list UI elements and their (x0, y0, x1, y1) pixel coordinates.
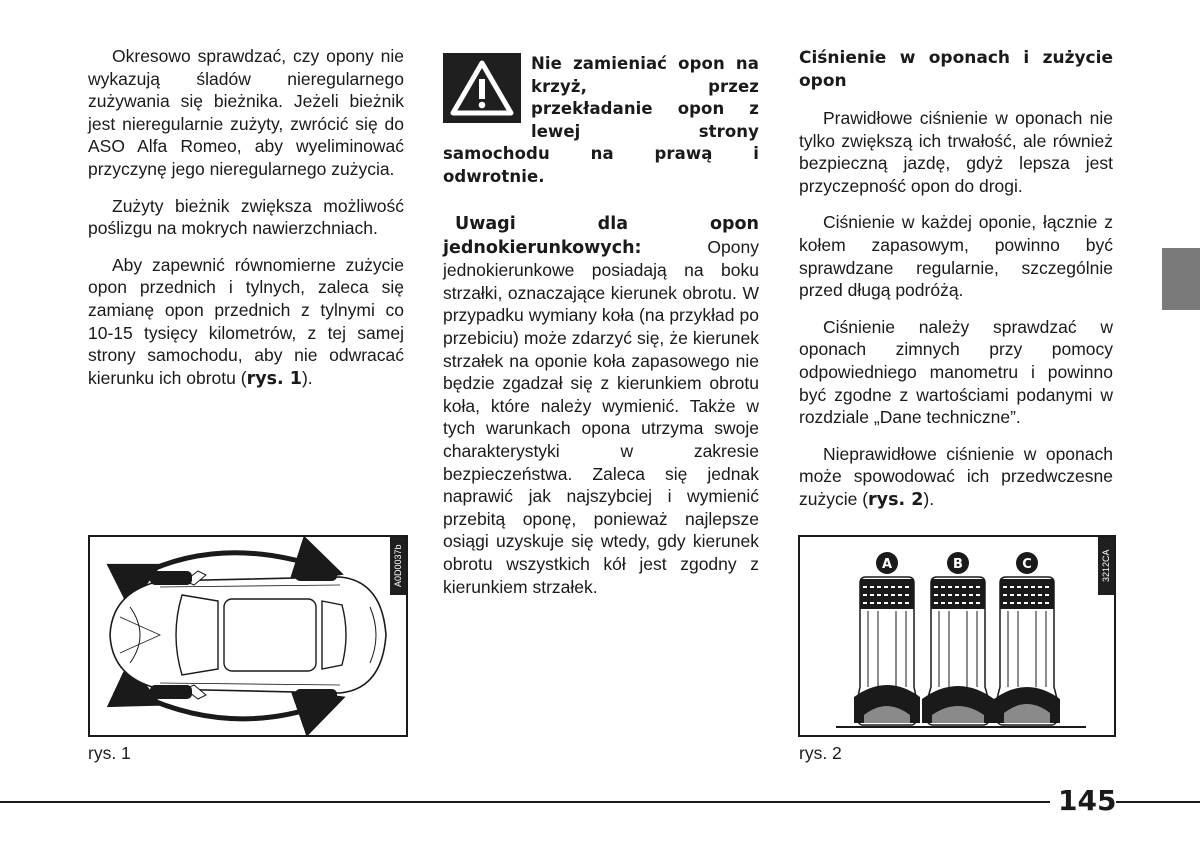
figure-tire-wear (798, 535, 1116, 737)
paragraph-irregular-wear: Okresowo sprawdzać, czy opony nie wykazują śladów nieregularnego zużywania się bieżnika. Jeżeli bieżnik jest nieregularnie zużyty, zwrócić się do ASO Alfa Romeo, aby wyeliminować przyczynę jego nieregularnego zużycia. (88, 46, 404, 179)
tire-label-c: C (1022, 557, 1032, 572)
figure-caption-2: rys. 2 (799, 743, 842, 763)
tire-wear-illustration (800, 537, 1114, 735)
tire-c (994, 552, 1060, 725)
tire-b (922, 552, 994, 725)
tire-label-a: A (881, 557, 893, 572)
paragraph-check-regularly: Ciśnienie w każdej oponie, łącznie z kołem zapasowym, powinno być sprawdzane regularnie, szczególnie przed długą podróżą. (799, 212, 1113, 301)
note-title: Uwagi dla opon jednokierunkowych: (443, 214, 759, 258)
footer-rule-left (0, 801, 1050, 803)
figure-code: A0D0037b (390, 537, 406, 595)
section-heading: Ciśnienie w oponach i zużycie opon (799, 48, 1113, 91)
warning-box (443, 53, 759, 188)
paragraph-worn-tread: Zużyty bieżnik zwiększa możliwość poślizgu na mokrych nawierzchniach. (88, 195, 404, 239)
left-column (88, 45, 404, 404)
page-number: 145 (1058, 784, 1117, 817)
middle-column (443, 53, 759, 612)
right-column (799, 47, 1113, 526)
paragraph-cold-tires: Ciśnienie należy sprawdzać w oponach zimnych przy pomocy odpowiedniego manometru i powinno być zgodne z wartościami podanymi w rozdziale „Dane techniczne”. (799, 316, 1113, 428)
figure-code: 3212CA (1098, 537, 1114, 595)
unidirectional-tires-note: Uwagi dla opon jednokierunkowych: Opony jednokierunkowe posiadają na boku strzałki, oznaczające kierunek obrotu. W przypadku wymiany koła (na przykład po przebiciu) może zdarzyć się, że kierunek strzałek na oponie koła zapasowego nie będzie zgadzał się z kierunkiem obrotu koła, które należy wymienić. Także w tych warunkach opona utrzyma swoje charakterystyki w zakresie bezpieczeństwa. Zaleca się jednak naprawić jak najszybciej i wymienić przebitą oponę, ponieważ najlepsze osiągi uzyskuje się wtedy, gdy kierunek obrotu wszystkich kół jest zgodny z kierunkiem strzałek. (443, 214, 759, 597)
warning-text: Nie zamieniać opon na krzyż, przez przekładanie opon z lewej strony samochodu na prawą i odwrotnie. (443, 54, 759, 186)
figure-tire-rotation (88, 535, 408, 737)
paragraph-correct-pressure: Prawidłowe ciśnienie w oponach nie tylko zwiększą ich trwałość, ale również bezpieczną jazdę, gdyż lepsza jest przyczepność opon do drogi. (799, 108, 1113, 196)
figure-caption-1: rys. 1 (88, 743, 131, 763)
tire-label-b: B (953, 557, 963, 572)
figure-reference-2: rys. 2 (868, 489, 924, 510)
chapter-tab-marker (1162, 248, 1200, 310)
tire-a (854, 552, 920, 725)
footer-rule-right (1116, 801, 1200, 803)
figure-reference-1: rys. 1 (246, 368, 302, 389)
warning-triangle-icon (443, 53, 521, 123)
paragraph-wrong-pressure: Nieprawidłowe ciśnienie w oponach może spowodować ich przedwczesne zużycie (rys. 2). (799, 443, 1113, 510)
car-top-view-illustration (90, 537, 406, 735)
paragraph-tire-rotation: Aby zapewnić równomierne zużycie opon przednich i tylnych, zaleca się zamianę opon przednich z tylnymi co 10-15 tysięcy kilometrów, z tej samej strony samochodu, aby nie odwracać kierunku ich obrotu (rys. 1). (88, 254, 404, 389)
